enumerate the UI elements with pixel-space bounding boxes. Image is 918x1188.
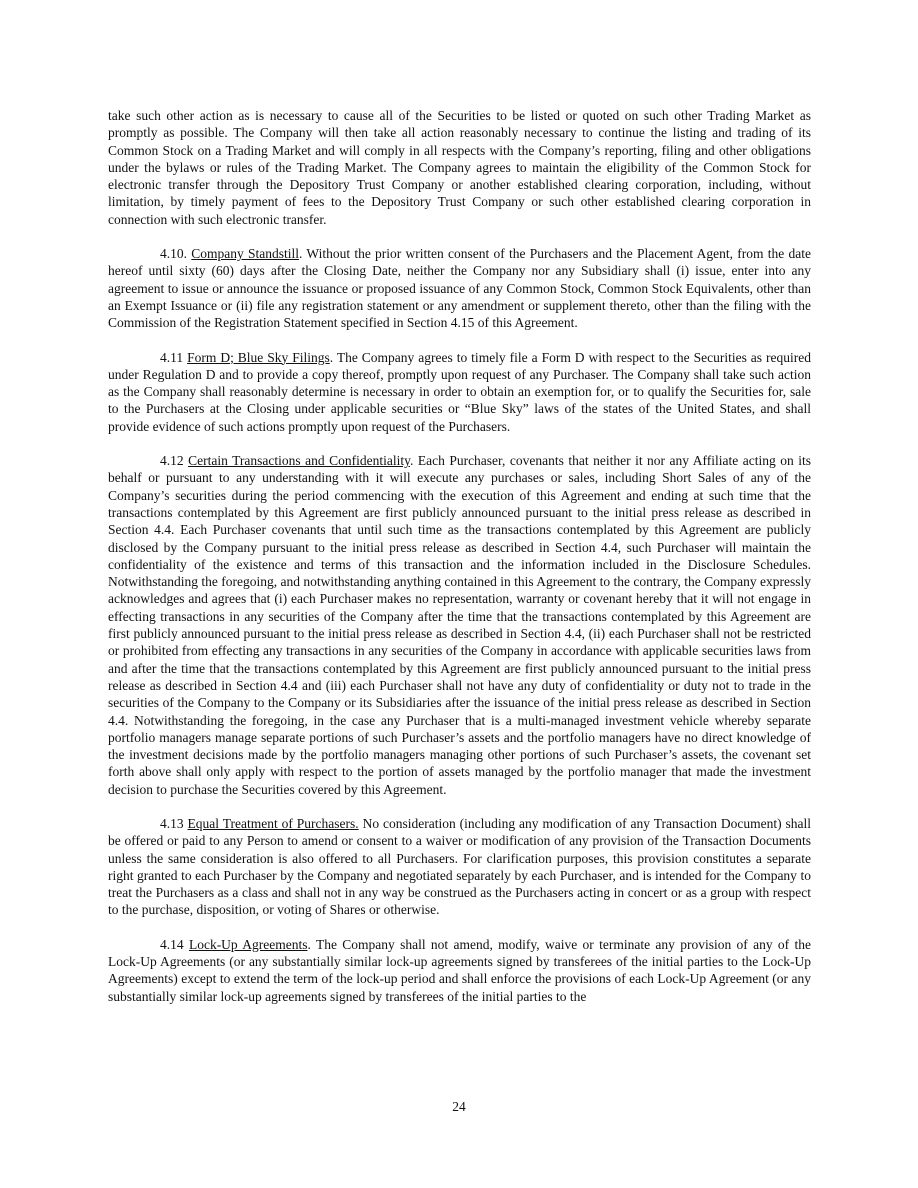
paragraph-text: take such other action as is necessary to cause all of the Securities to be listed or quoted on such other Trading Market as promptly as possible. The Company will then take all action reasonably necessary to continue the listing and trading of its Common Stock on a Trading Market and will comply in all respects with the Company’s reporting, filing and other obligations under the bylaws or rules of the Trading Market. The Company agrees to maintain the eligibility of the Common Stock for electronic transfer through the Depository Trust Company or another established clearing corporation, including, without limitation, by timely payment of fees to the Depository Trust Company or such other established clearing corporation in connection with such electronic transfer.: [108, 108, 811, 227]
document-body: [108, 107, 811, 1022]
section-4-12: [108, 452, 811, 798]
section-4-10: [108, 245, 811, 331]
section-heading: Certain Transactions and Confidentiality: [188, 453, 410, 469]
section-4-11: [108, 349, 811, 435]
paragraph-text: No consideration (including any modification of any Transaction Document) shall be offered or paid to any Person to amend or consent to a waiver or modification of any provision of the Transaction Documents unless the same consideration is also offered to all Purchasers. For clarification purposes, this provision constitutes a separate right granted to each Purchaser by the Company and negotiated separately by each Purchaser, and is intended for the Company to treat the Purchasers as a class and shall not in any way be construed as the Purchasers acting in concert or as a group with respect to the purchase, disposition, or voting of Shares or otherwise.: [108, 815, 812, 918]
section-4-14: [108, 936, 811, 1005]
paragraph-text: . The Company shall not amend, modify, waive or terminate any provision of any of the Lock-Up Agreements (or any substantially similar lock-up agreements signed by transferees of the initial parties to the Lock-Up Agreements) except to extend the term of the lock-up period and shall enforce the provisions of each Lock-Up Agreement (or any substantially similar lock-up agreements signed by transferees of the initial parties to the: [108, 936, 811, 1004]
section-number: 4.12: [160, 453, 184, 469]
paragraph-continuation: [108, 107, 811, 228]
section-heading: Form D; Blue Sky Filings: [187, 349, 330, 365]
paragraph-text: . The Company agrees to timely file a Form D with respect to the Securities as required under Regulation D and to provide a copy thereof, promptly upon request of any Purchaser. The Company shall take such action as the Company shall reasonably determine is necessary in order to obtain an exemption for, or to qualify the Securities for, sale to the Purchasers at the Closing under applicable securities or “Blue Sky” laws of the states of the United States, and shall provide evidence of such actions promptly upon request of the Purchasers.: [108, 349, 811, 434]
section-heading: Equal Treatment of Purchasers.: [187, 815, 359, 831]
section-number: 4.11: [160, 349, 184, 365]
section-heading: Company Standstill: [191, 246, 299, 262]
paragraph-text: . Without the prior written consent of the Purchasers and the Placement Agent, from the date hereof until sixty (60) days after the Closing Date, neither the Company nor any Subsidiary shall (i) issue, enter into any agreement to issue or announce the issuance or proposed issuance of any Common Stock, Common Stock Equivalents, other than an Exempt Issuance or (ii) file any registration statement or any amendment or supplement thereto, other than the filing with the Commission of the Registration Statement specified in Section 4.15 of this Agreement.: [108, 246, 811, 331]
page-number: 24: [452, 1099, 466, 1114]
section-heading: Lock-Up Agreements: [188, 936, 308, 952]
section-number: 4.13: [160, 815, 184, 831]
paragraph-text: . Each Purchaser, covenants that neither it nor any Affiliate acting on its behalf or pursuant to any understanding with it will execute any purchases or sales, including Short Sales of any of the Company’s securities during the period commencing with the execution of this Agreement and ending at such time that the transactions contemplated by this Agreement are first publicly announced pursuant to the initial press release as described in Section 4.4. Each Purchaser covenants that until such time as the transactions contemplated by this Agreement are publicly disclosed by the Company pursuant to the initial press release as described in Section 4.4, such Purchaser will maintain the confidentiality of the existence and terms of this transaction and the information included in the Disclosure Schedules. Notwithstanding the foregoing, and notwithstanding anything contained in this Agreement to the contrary, the Company expressly acknowledges and agrees that (i) each Purchaser makes no representation, warranty or covenant hereby that it will not engage in effecting transactions in any securities of the Company after the time that the transactions contemplated by this Agreement are first publicly announced pursuant to the initial press release as described in Section 4.4, (ii) each Purchaser shall not be restricted or prohibited from effecting any transactions in any securities of the Company in accordance with applicable securities laws from and after the time that the transactions contemplated by this Agreement are first publicly announced pursuant to the initial press release as described in Section 4.4 and (iii) each Purchaser shall not have any duty of confidentiality or duty not to trade in the securities of the Company to the Company or its Subsidiaries after the issuance of the initial press release as described in Section 4.4. Notwithstanding the foregoing, in the case any Purchaser that is a multi-managed investment vehicle whereby separate portfolio managers manage separate portions of such Purchaser’s assets and the portfolio managers have no direct knowledge of the investment decisions made by the portfolio managers managing other portions of such Purchaser’s assets, the covenant set forth above shall only apply with respect to the portion of assets managed by the portfolio manager that made the investment decision to purchase the Securities covered by this Agreement.: [108, 453, 812, 797]
section-number: 4.10.: [160, 246, 187, 262]
section-4-13: [108, 815, 811, 919]
section-number: 4.14: [160, 936, 184, 952]
